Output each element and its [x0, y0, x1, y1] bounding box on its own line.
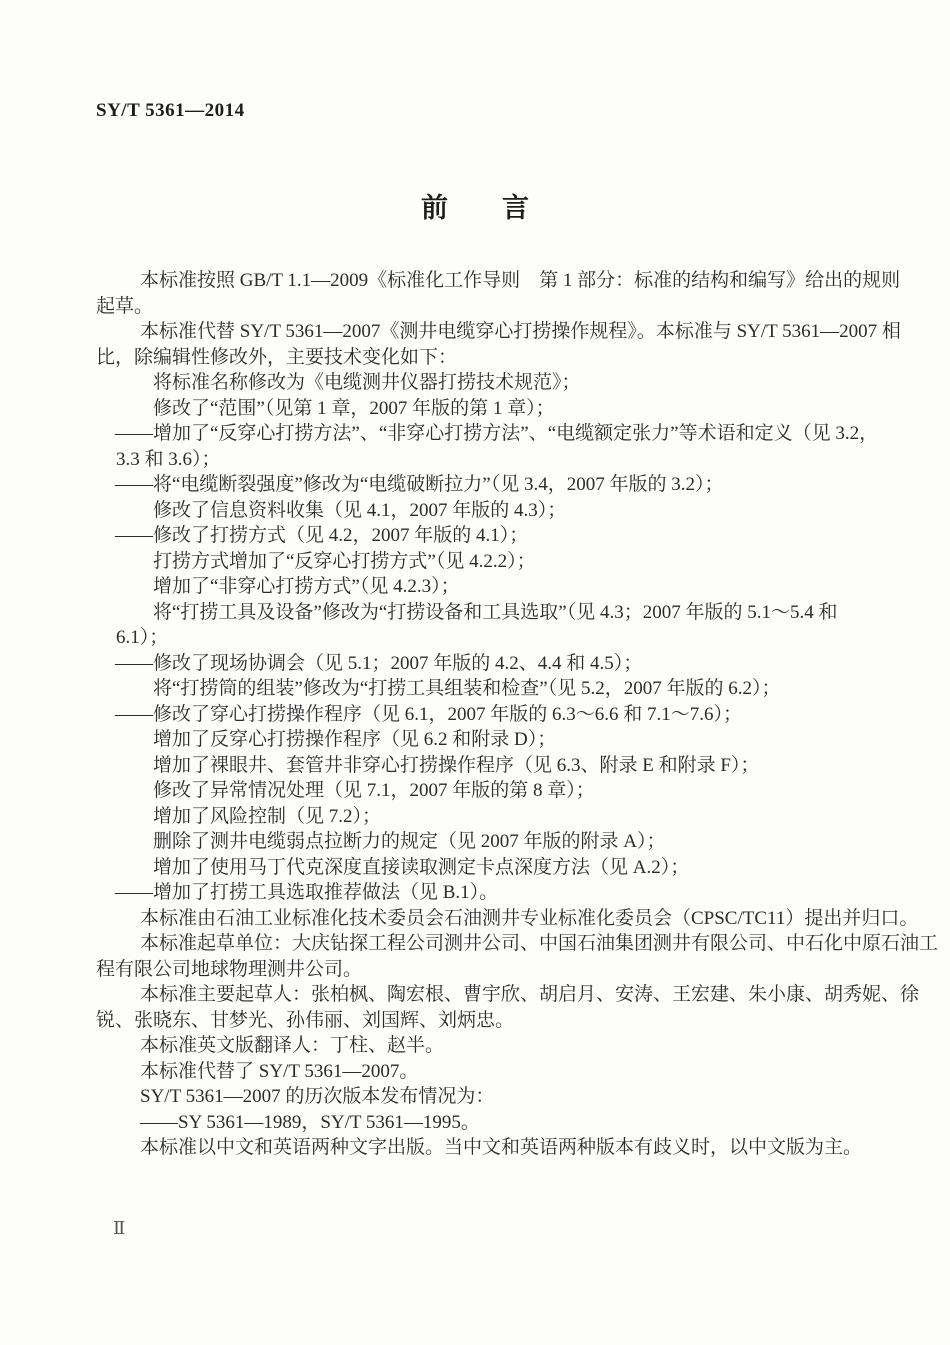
text-line: 修改了异常情况处理（见 7.1，2007 年版的第 8 章）； [153, 780, 595, 801]
text-line: 比，除编辑性修改外，主要技术变化如下： [96, 346, 458, 368]
text-line: 增加了裸眼井、套管井非穿心打捞操作程序（见 6.3、附录 E 和附录 F）； [153, 754, 760, 776]
text-line: 本标准由石油工业标准化技术委员会石油测井专业标准化委员会（CPSC/TC11）提出并归口。 [140, 907, 919, 929]
text-line: 将标准名称修改为《电缆测井仪器打捞技术规范》； [153, 372, 581, 393]
text-line: 增加了风险控制（见 7.2）； [153, 805, 382, 827]
text-line: ——修改了打捞方式（见 4.2，2007 年版的 4.1）； [115, 525, 529, 546]
text-line: 将“打捞工具及设备”修改为“打捞设备和工具选取”（见 4.3；2007 年版的 5.1～5.4 和 [153, 601, 838, 623]
text-line: ——修改了穿心打捞操作程序（见 6.1，2007 年版的 6.3～6.6 和 7.1～7.6）； [115, 703, 743, 725]
text-line: 程有限公司地球物理测井公司。 [96, 958, 363, 980]
text-line: 增加了使用马丁代克深度直接读取测定卡点深度方法（见 A.2）； [153, 856, 690, 878]
text-line: 本标准代替了 SY/T 5361—2007。 [140, 1060, 419, 1082]
text-line: 将“打捞筒的组装”修改为“打捞工具组装和检查”（见 5.2，2007 年版的 6.2）； [153, 678, 781, 699]
text-line: 起草。 [96, 295, 154, 317]
text-line: 修改了信息资料收集（见 4.1，2007 年版的 4.3）； [153, 499, 567, 521]
text-line: 本标准主要起草人：张柏枫、陶宏根、曹宇欣、胡启月、安涛、王宏建、朱小康、胡秀妮、徐 [140, 984, 920, 1005]
text-line: 本标准起草单位：大庆钻探工程公司测井公司、中国石油集团测井有限公司、中石化中原石油工 [140, 933, 939, 954]
text-line: 增加了反穿心打捞操作程序（见 6.2 和附录 D）； [153, 729, 557, 750]
text-line: ——增加了打捞工具选取推荐做法（见 B.1）。 [115, 882, 499, 903]
text-line: 本标准代替 SY/T 5361—2007《测井电缆穿心打捞操作规程》。本标准与 SY/T 5361—2007 相 [140, 321, 901, 342]
text-line: 锐、张晓东、甘梦光、孙伟丽、刘国辉、刘炳忠。 [96, 1009, 515, 1031]
text-line: 3.3 和 3.6）； [116, 448, 221, 470]
text-line: ——修改了现场协调会（见 5.1；2007 年版的 4.2、4.4 和 4.5）； [115, 652, 643, 674]
text-line: ——增加了“反穿心打捞方法”、“非穿心打捞方法”、“电缆额定张力”等术语和定义（见 3.2， [115, 423, 879, 444]
text-line: 6.1）； [116, 627, 169, 648]
text-line: ——将“电缆断裂强度”修改为“电缆破断拉力”（见 3.4，2007 年版的 3.2）； [115, 474, 724, 495]
foreword-body [96, 268, 939, 1161]
page-title: 前 言 [421, 193, 529, 223]
text-line: 本标准英文版翻译人：丁柱、赵半。 [140, 1035, 445, 1056]
standard-code: SY/T 5361—2014 [96, 100, 245, 121]
text-line: 打捞方式增加了“反穿心打捞方式”（见 4.2.2）； [153, 550, 536, 572]
text-line: 增加了“非穿心打捞方式”（见 4.2.3）； [153, 576, 460, 597]
text-line: 本标准以中文和英语两种文字出版。当中文和英语两种版本有歧义时，以中文版为主。 [140, 1137, 863, 1158]
text-line: ——SY 5361—1989，SY/T 5361—1995。 [140, 1111, 480, 1133]
text-line: 修改了“范围”（见第 1 章，2007 年版的第 1 章）； [153, 397, 555, 419]
text-line: 本标准按照 GB/T 1.1—2009《标准化工作导则 第 1 部分：标准的结构和编写》给出的规则 [140, 270, 901, 291]
text-line: SY/T 5361—2007 的历次版本发布情况为： [140, 1086, 495, 1107]
text-line: 删除了测井电缆弱点拉断力的规定（见 2007 年版的附录 A）； [153, 831, 666, 852]
page-number: Ⅱ [113, 1218, 126, 1238]
